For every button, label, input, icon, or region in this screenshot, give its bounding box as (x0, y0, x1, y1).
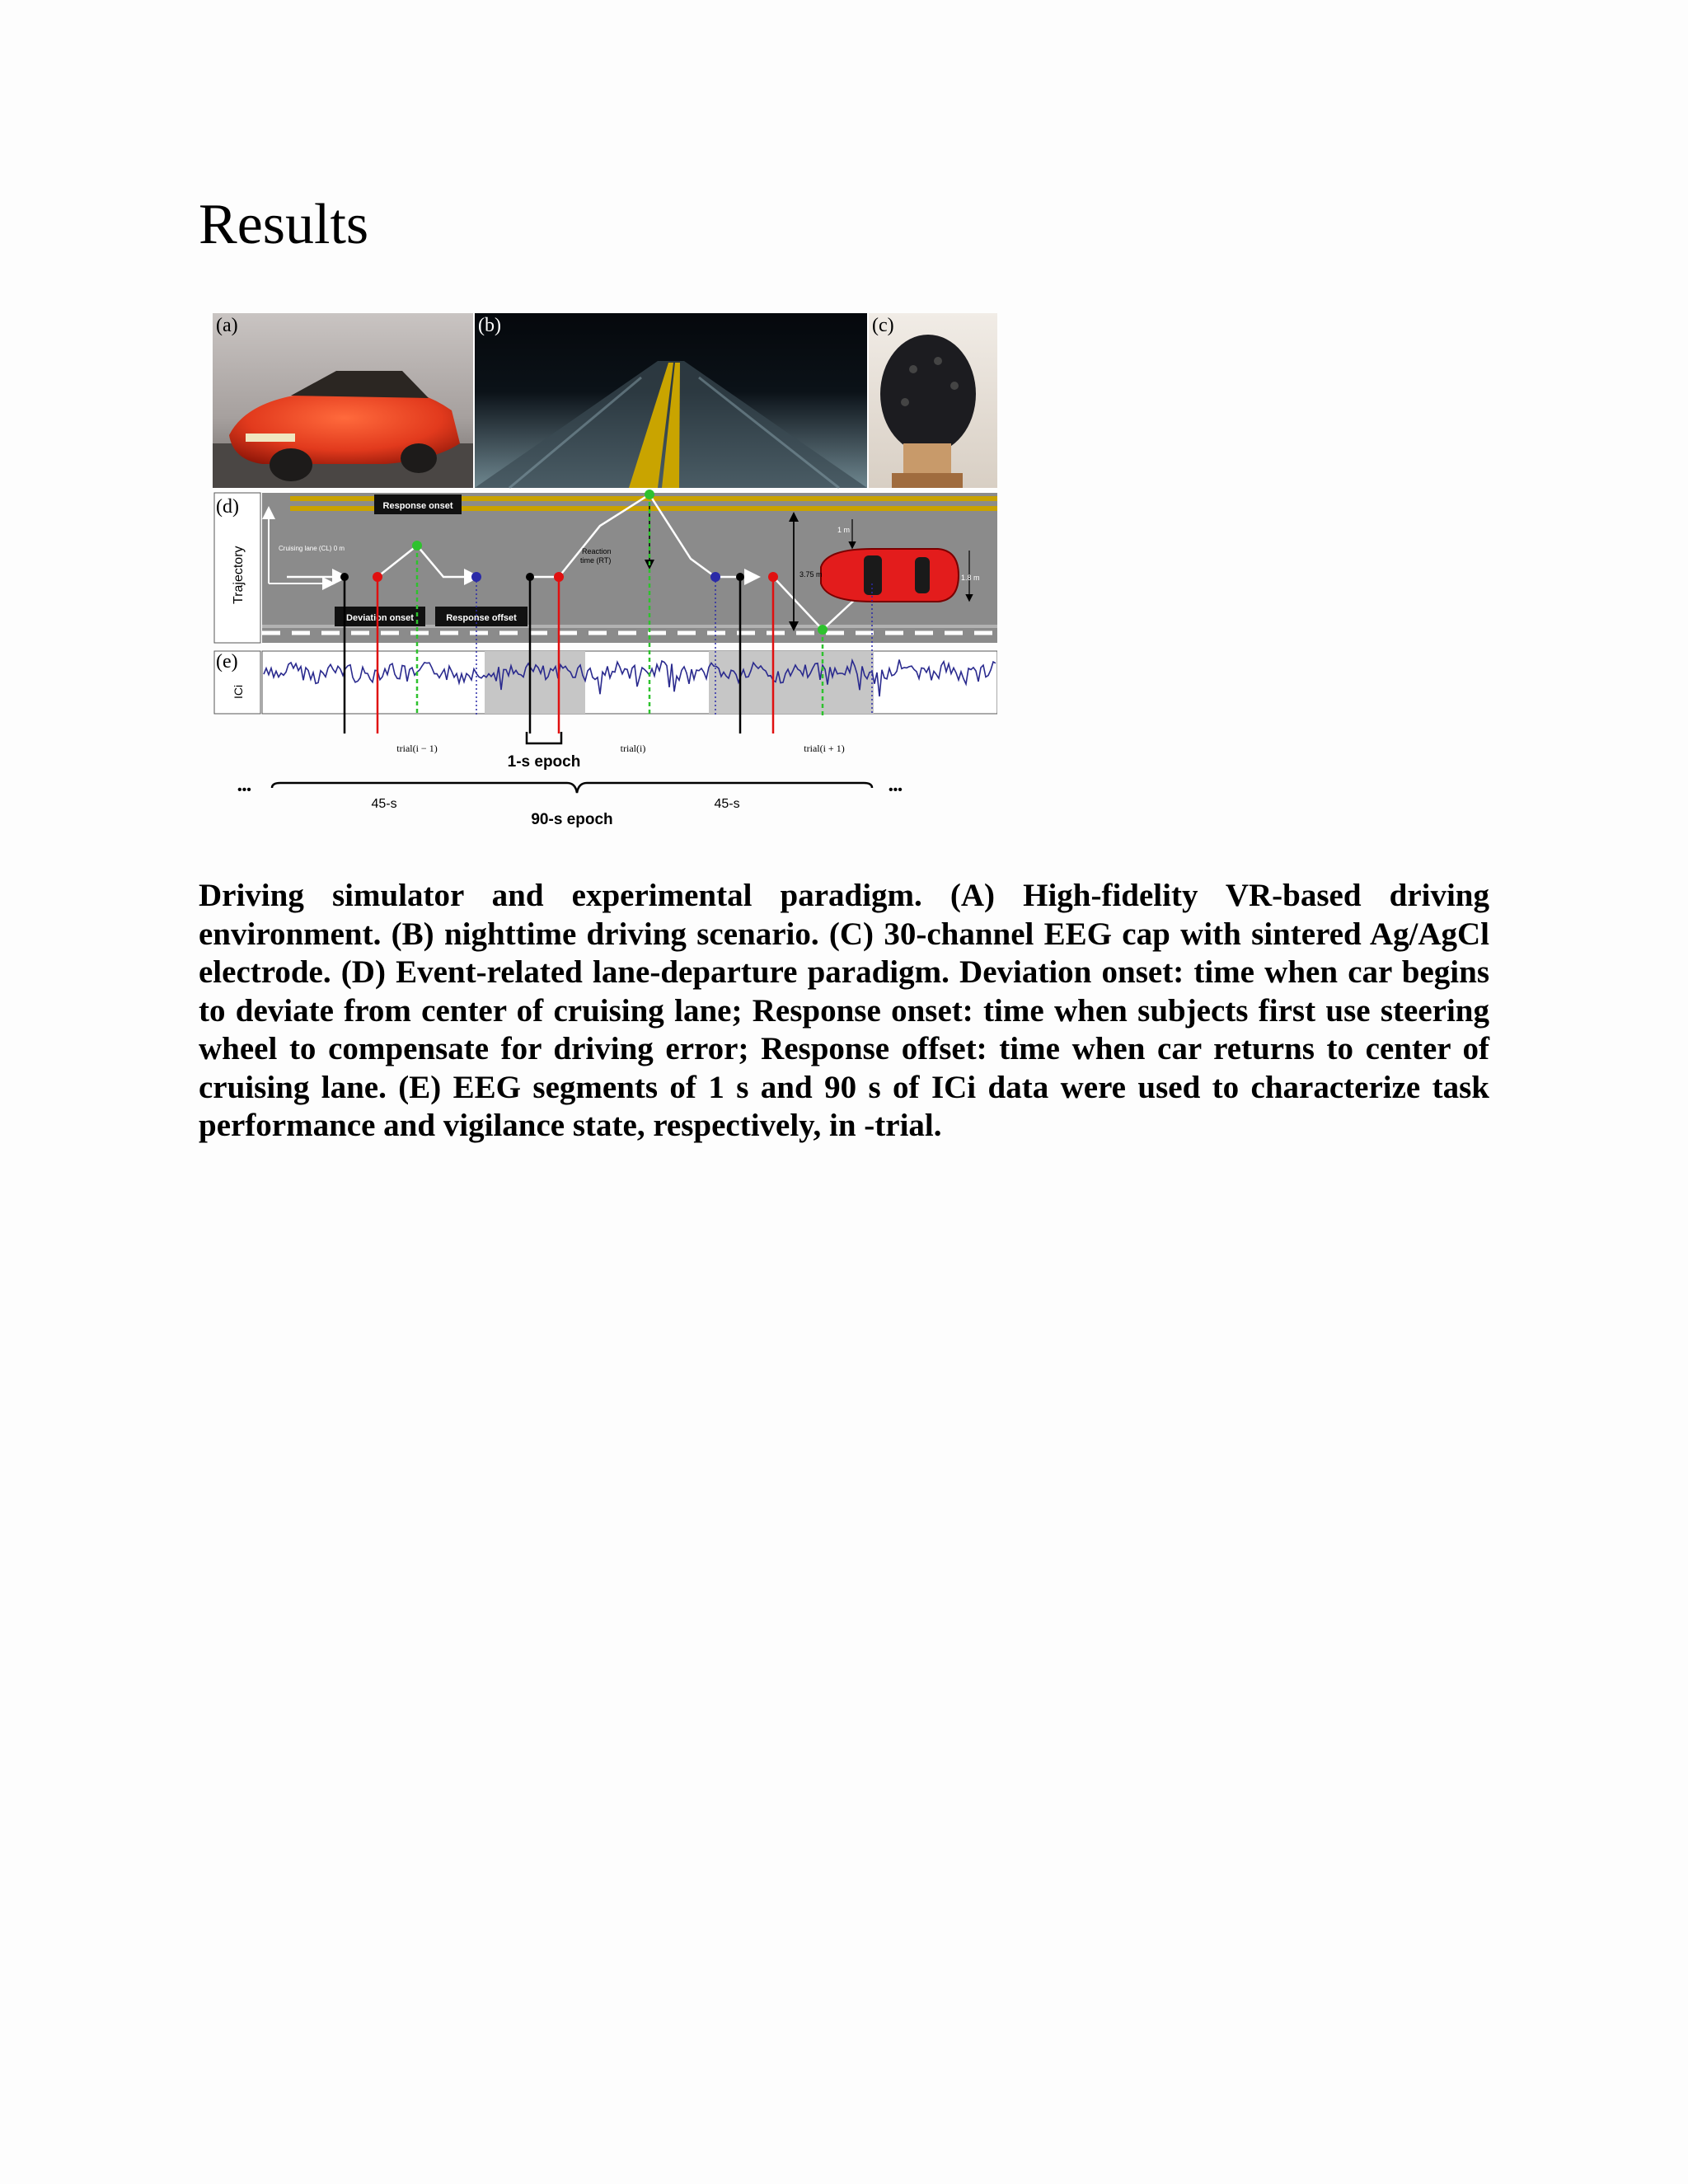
trajectory-axis-label: Trajectory (232, 546, 246, 604)
cruising-lane-label: Cruising lane (CL) 0 m (279, 545, 345, 552)
eeg-axis-label: ICi (232, 684, 245, 699)
panel-b-label: (b) (478, 315, 501, 336)
car-top-view-icon (821, 549, 959, 602)
half-epoch-left-label: 45-s (371, 797, 397, 811)
figure-svg (213, 312, 997, 839)
lane-width-label: 3.75 m (799, 570, 823, 579)
trial-label-current: trial(i) (620, 743, 646, 754)
eeg-panel (213, 649, 997, 715)
section-heading: Results (199, 193, 369, 256)
reaction-time-label: Reaction time (RT) (580, 547, 612, 565)
photo-car-simulator (213, 313, 473, 488)
response-offset-label: Response offset (446, 613, 517, 623)
panel-c-label: (c) (872, 315, 894, 336)
deviation-onset-label: Deviation onset (346, 613, 414, 623)
panel-e-label: (e) (216, 651, 238, 673)
figure-caption: Driving simulator and experimental paradigm. (A) High-fidelity VR-based driving environment. (B) nighttime driving scenario. (C) 30-channel EEG cap with sintered Ag/AgCl electrode. (D) Event-related lane-departure paradigm. Deviation onset: time when car begins to deviate from center of cruising lane; Response onset: time when subjects first use steering wheel to compensate for driving error; Response offset: time when car returns to center of cruising lane. (E) EEG segments of 1 s and 90 s of ICi data were used to characterize task performance and vigilance state, respectively, in -trial. (199, 878, 1489, 1143)
ellipsis-right: ••• (889, 783, 903, 797)
half-epoch-right-label: 45-s (714, 797, 740, 811)
panel-a-label: (a) (216, 315, 238, 336)
panel-d-label: (d) (216, 496, 239, 518)
photo-eeg-cap (869, 313, 997, 488)
trial-label-prev: trial(i − 1) (396, 743, 438, 754)
one-second-epoch-bracket (527, 732, 561, 743)
ninety-second-epoch-brace (272, 783, 872, 793)
trial-label-next: trial(i + 1) (804, 743, 845, 754)
car-width-label: 1.8 m (961, 574, 980, 582)
ninety-second-epoch-label: 90-s epoch (531, 811, 613, 828)
car-offset-label: 1 m (837, 526, 851, 534)
figure-driving-paradigm (213, 312, 997, 839)
ellipsis-left: ••• (237, 783, 251, 797)
response-onset-label: Response onset (382, 501, 453, 511)
photo-night-road (475, 313, 867, 488)
one-second-epoch-label: 1-s epoch (507, 753, 581, 771)
